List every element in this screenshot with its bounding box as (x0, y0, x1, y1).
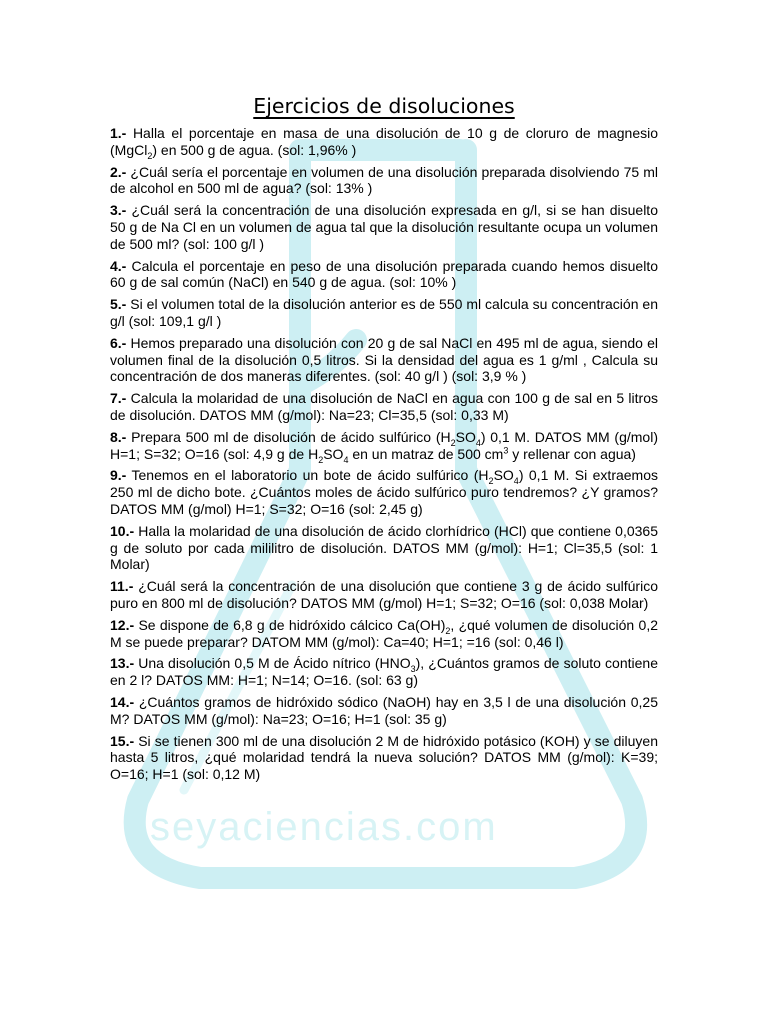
exercise-2: 2.- ¿Cuál sería el porcentaje en volumen de una disolución preparada disolviendo 75 ml de alcohol en 500 ml de agua? (sol: 13% ) (110, 163, 658, 197)
exercise-12: 12.- Se dispone de 6,8 g de hidróxido cálcico $Ca(OH)_2$, ¿qué volumen de disolución 0,2 M se puede preparar? DATOM MM (g/mol): Ca=40; H=1; =16 (sol: 0,46 l) (110, 616, 658, 650)
exercise-8: 8.- Prepara 500 ml de disolución de ácido sulfúrico $(H_2SO_4)$ 0,1 M. DATOS MM (g/mol) H=1; S=32; O=16 (sol: 4,9 g de $H_2SO_4$ en un matraz de 500 $cm^3$ y rellenar con agua) (110, 428, 658, 465)
exercise-4: 4.- Calcula el porcentaje en peso de una disolución preparada cuando hemos disuelto 60 g de sal común (NaCl) en 540 g de agua. (sol: 10% ) (110, 257, 658, 291)
exercise-13: 13.- Una disolución 0,5 M de Ácido nítrico $(HNO_3)$, ¿Cuántos gramos de soluto contiene en 2 l? DATOS MM: H=1; N=14; O=16. (sol: 63 g) (110, 655, 658, 689)
watermark-text: seyaciencias.com (150, 805, 498, 849)
exercise-10: 10.- Halla la molaridad de una disolución de ácido clorhídrico (HCl) que contiene 0,0365 g de soluto por cada mililitro de disolución. DATOS MM (g/mol): H=1; Cl=35,5 (sol: 1 Molar) (110, 522, 658, 573)
document-page (110, 94, 658, 788)
exercise-6: 6.- Hemos preparado una disolución con 20 g de sal NaCl en 495 ml de agua, siendo el volumen final de la disolución 0,5 litros. Si la densidad del agua es 1 g/ml , Calcula su concentración de dos maneras diferentes. (sol: 40 g/l ) (sol: 3,9 % ) (110, 334, 658, 385)
exercise-5: 5.- Si el volumen total de la disolución anterior es de 550 ml calcula su concentración en g/l (sol: 109,1 g/l ) (110, 296, 658, 329)
exercise-14: 14.- ¿Cuántos gramos de hidróxido sódico (NaOH) hay en 3,5 l de una disolución 0,25 M? DATOS MM (g/mol): Na=23; O=16; H=1 (sol: 35 g) (110, 693, 658, 727)
page-title: Ejercicios de disoluciones (253, 94, 515, 118)
exercise-7: 7.- Calcula la molaridad de una disolución de NaCl en agua con 100 g de sal en 5 litros de disolución. DATOS MM (g/mol): Na=23; Cl=35,5 (sol: 0,33 M) (110, 390, 658, 423)
exercise-3: 3.- ¿Cuál será la concentración de una disolución expresada en g/l, si se han disuelto 50 g de Na Cl en un volumen de agua tal que la disolución resultante ocupa un volumen de 500 ml? (sol: 100 g/l ) (110, 202, 658, 252)
exercise-1: 1.- Halla el porcentaje en masa de una disolución de 10 g de cloruro de magnesio (MgCl$_2$) en 500 g de agua. (sol: 1,96% ) (110, 125, 658, 161)
exercise-15: 15.- Si se tienen 300 ml de una disolución 2 M de hidróxido potásico (KOH) y se diluyen hasta 5 litros, ¿qué molaridad tendrá la nueva solución? DATOS MM (g/mol): K=39; O=16; H=1 (sol: 0,12 M) (110, 732, 658, 783)
exercise-9: 9.- Tenemos en el laboratorio un bote de ácido sulfúrico $(H_2SO_4)$ 0,1 M. Si extraemos 250 ml de dicho bote. ¿Cuántos moles de ácido sulfúrico puro tendremos? ¿Y gramos? DATOS MM (g/mol) H=1; S=32; O=16 (sol: 2,45 g) (110, 467, 658, 517)
exercise-11: 11.- ¿Cuál será la concentración de una disolución que contiene 3 g de ácido sulfúrico puro en 800 ml de disolución? DATOS MM (g/mol) H=1; S=32; O=16 (sol: 0,038 Molar) (110, 578, 658, 611)
